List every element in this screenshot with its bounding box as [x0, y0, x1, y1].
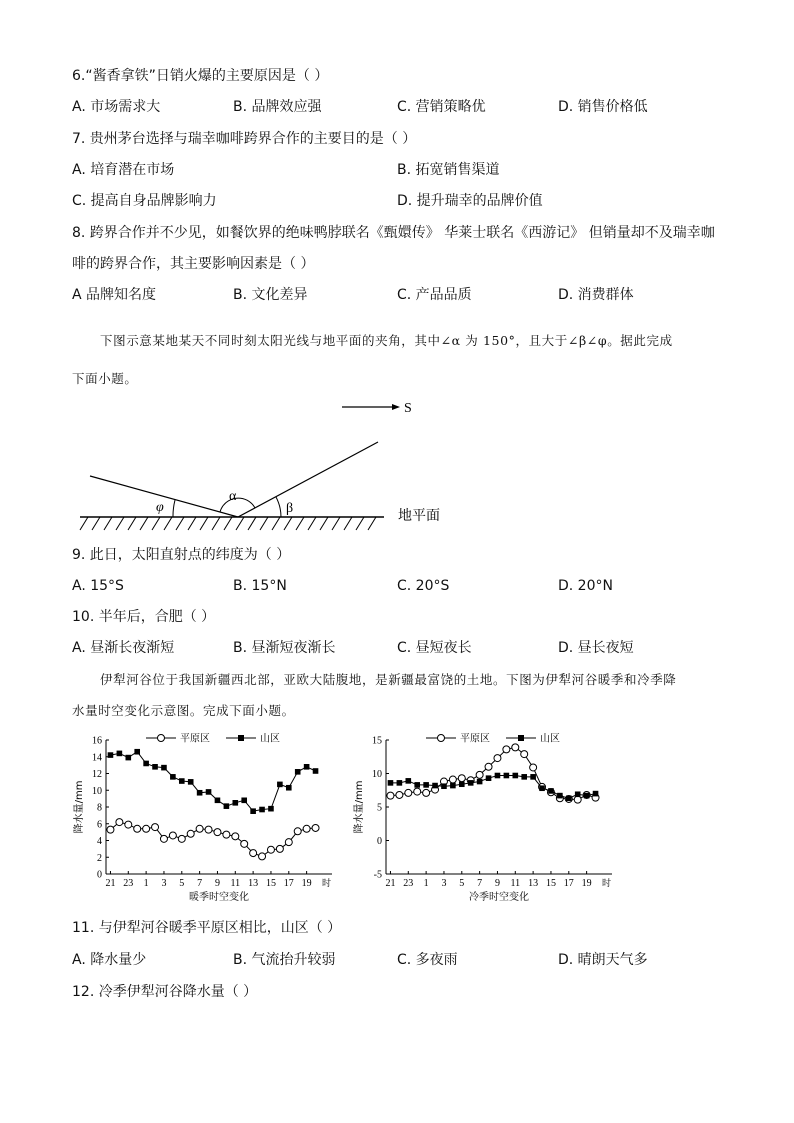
y-tick-label: 15 — [372, 735, 382, 747]
data-point-square — [170, 774, 176, 780]
legend-label: 山区 — [260, 733, 280, 745]
data-point-circle — [449, 776, 456, 783]
question-9-stem: 9. 此日，太阳直射点的纬度为（ ） — [72, 547, 291, 563]
y-tick-label: 2 — [97, 852, 102, 864]
data-point-circle — [160, 835, 167, 842]
series-line — [391, 747, 596, 799]
data-point-square — [584, 793, 590, 799]
data-point-circle — [178, 835, 185, 842]
legend-label: 平原区 — [180, 733, 210, 745]
data-point-circle — [521, 751, 528, 758]
y-tick-label: 16 — [92, 735, 102, 747]
data-point-circle — [414, 788, 421, 795]
data-point-square — [232, 800, 238, 806]
y-tick-label: 6 — [97, 819, 102, 831]
q9-option-d[interactable]: D. 20°N — [558, 578, 613, 594]
question-8-stem: 8. 跨界合作并不少见，如餐饮界的绝味鸭脖联名《甄嬛传》 华莱士联名《西游记》 但销量却不及瑞幸咖 — [72, 225, 715, 241]
data-point-square — [277, 782, 283, 788]
data-point-square — [259, 807, 265, 813]
q7-option-a[interactable]: A. 培育潜在市场 — [72, 162, 175, 178]
data-point-square — [197, 790, 203, 796]
data-point-square — [152, 764, 158, 770]
x-tick-label: 7 — [477, 878, 483, 889]
q11-option-a[interactable]: A. 降水量少 — [72, 952, 147, 968]
x-tick-label: 1 — [143, 878, 149, 889]
ground-hatching — [80, 517, 376, 530]
data-point-square — [432, 783, 438, 789]
q6-option-c[interactable]: C. 营销策略优 — [397, 99, 486, 115]
y-axis-title: 降水量/mm — [74, 780, 85, 834]
x-tick-label: 15 — [265, 878, 276, 889]
x-axis-title: 冷季时空变化 — [469, 892, 529, 903]
sun-angle-diagram — [70, 392, 470, 532]
alpha-angle-arc — [220, 498, 255, 512]
data-point-square — [161, 765, 167, 771]
data-point-square — [388, 780, 394, 786]
q11-option-b[interactable]: B. 气流抬升较弱 — [233, 952, 336, 968]
data-point-circle — [152, 824, 159, 831]
data-point-circle — [250, 850, 257, 857]
data-point-square — [241, 798, 247, 804]
y-tick-label: 14 — [92, 752, 102, 764]
data-point-square — [468, 780, 474, 786]
south-direction-label: S — [404, 401, 412, 416]
q7-option-b[interactable]: B. 拓宽销售渠道 — [397, 162, 500, 178]
x-tick-label: 3 — [441, 878, 447, 889]
data-point-square — [486, 775, 492, 781]
data-point-square — [495, 773, 501, 779]
data-point-circle — [423, 789, 430, 796]
x-tick-label: 时 — [602, 879, 612, 889]
x-tick-label: 时 — [322, 879, 332, 889]
x-tick-label: 23 — [123, 878, 134, 889]
data-point-square — [134, 749, 140, 755]
x-tick-label: 5 — [179, 878, 185, 889]
data-point-square — [539, 785, 545, 791]
q10-option-d[interactable]: D. 昼长夜短 — [558, 640, 634, 656]
x-tick-label: 19 — [301, 878, 312, 889]
legend-label: 山区 — [540, 733, 560, 745]
warm-season-precip-chart — [68, 728, 344, 904]
data-point-circle — [512, 744, 519, 751]
q6-option-a[interactable]: A. 市场需求大 — [72, 99, 161, 115]
data-point-circle — [494, 755, 501, 762]
legend-marker-circle — [158, 735, 165, 742]
x-tick-label: 13 — [528, 878, 539, 889]
south-arrow-head — [392, 404, 400, 410]
data-point-square — [125, 755, 131, 761]
data-point-square — [548, 788, 554, 794]
data-point-circle — [405, 789, 412, 796]
x-tick-label: 23 — [403, 878, 414, 889]
q9-option-c[interactable]: C. 20°S — [397, 578, 450, 594]
legend-label: 平原区 — [460, 733, 490, 745]
x-tick-label: 19 — [581, 878, 592, 889]
y-tick-label: 5 — [377, 802, 382, 814]
data-point-square — [459, 781, 465, 787]
legend-marker-square — [238, 735, 244, 741]
x-tick-label: 17 — [563, 878, 574, 889]
x-tick-label: 1 — [423, 878, 429, 889]
x-tick-label: 7 — [197, 878, 203, 889]
x-axis-title: 暖季时空变化 — [189, 892, 249, 903]
data-point-square — [477, 779, 483, 785]
data-point-circle — [530, 764, 537, 771]
data-point-square — [286, 785, 292, 791]
alpha-label: α — [229, 489, 237, 504]
y-tick-label: 10 — [92, 785, 102, 797]
data-point-circle — [205, 826, 212, 833]
data-point-circle — [187, 830, 194, 837]
data-point-circle — [169, 832, 176, 839]
data-point-circle — [134, 825, 141, 832]
question-7-stem: 7. 贵州茅台选择与瑞幸咖啡跨界合作的主要目的是（ ） — [72, 131, 417, 147]
question-10-stem: 10. 半年后，合肥（ ） — [72, 609, 216, 625]
data-point-square — [504, 773, 510, 779]
x-tick-label: 13 — [248, 878, 259, 889]
data-point-square — [108, 752, 114, 758]
x-tick-label: 17 — [283, 878, 294, 889]
q7-option-d[interactable]: D. 提升瑞幸的品牌价值 — [397, 193, 543, 209]
data-point-square — [206, 789, 212, 795]
q8-option-c[interactable]: C. 产品品质 — [397, 287, 472, 303]
data-point-square — [143, 761, 149, 767]
data-point-circle — [387, 792, 394, 799]
x-tick-label: 15 — [545, 878, 556, 889]
q11-option-c[interactable]: C. 多夜雨 — [397, 952, 458, 968]
x-tick-label: 11 — [510, 878, 521, 889]
data-point-square — [268, 806, 274, 812]
question-12-stem: 12. 冷季伊犁河谷降水量（ ） — [72, 984, 258, 1000]
data-point-circle — [116, 819, 123, 826]
data-point-circle — [107, 826, 114, 833]
data-point-square — [593, 791, 599, 797]
data-point-square — [512, 773, 518, 779]
q11-option-d[interactable]: D. 晴朗天气多 — [558, 952, 648, 968]
q6-option-b[interactable]: B. 品牌效应强 — [233, 99, 322, 115]
y-tick-label: 4 — [97, 836, 102, 847]
data-point-circle — [276, 845, 283, 852]
data-point-square — [530, 774, 536, 780]
data-point-circle — [574, 796, 581, 803]
q7-option-c[interactable]: C. 提高自身品牌影响力 — [72, 193, 217, 209]
data-point-square — [304, 764, 310, 770]
x-tick-label: 11 — [230, 878, 241, 889]
x-tick-label: 9 — [494, 878, 500, 889]
data-point-square — [521, 774, 527, 780]
data-point-circle — [476, 771, 483, 778]
data-point-square — [557, 793, 563, 799]
data-point-circle — [223, 831, 230, 838]
data-point-square — [117, 751, 123, 757]
data-point-circle — [259, 853, 266, 860]
data-point-circle — [125, 821, 132, 828]
intro-yili-line1: 伊犁河谷位于我国新疆西北部，亚欧大陆腹地，是新疆最富饶的土地。下图为伊犁河谷暖季和冷季降 — [100, 672, 677, 687]
legend-marker-square — [518, 735, 524, 741]
data-point-square — [414, 782, 420, 788]
data-point-circle — [214, 829, 221, 836]
data-point-circle — [285, 839, 292, 846]
q10-option-a[interactable]: A. 昼渐长夜渐短 — [72, 640, 175, 656]
data-point-circle — [312, 824, 319, 831]
data-point-circle — [303, 825, 310, 832]
data-point-circle — [241, 840, 248, 847]
sun-ray-left — [90, 476, 238, 517]
series-line — [111, 822, 316, 856]
series-line — [391, 776, 596, 799]
y-tick-label: 12 — [92, 769, 102, 780]
data-point-circle — [294, 828, 301, 835]
phi-label: φ — [156, 500, 164, 515]
question-11-stem: 11. 与伊犁河谷暖季平原区相比，山区（ ） — [72, 920, 342, 936]
data-point-circle — [485, 763, 492, 770]
q9-option-b[interactable]: B. 15°N — [233, 578, 287, 594]
data-point-circle — [458, 775, 465, 782]
legend-marker-circle — [438, 735, 445, 742]
data-point-square — [397, 780, 403, 786]
data-point-circle — [143, 825, 150, 832]
data-point-square — [179, 778, 185, 784]
beta-label: β — [286, 501, 294, 516]
intro-yili-line2: 水量时空变化示意图。完成下面小题。 — [72, 703, 295, 718]
data-point-square — [313, 768, 319, 774]
beta-angle-arc — [276, 497, 281, 517]
q8-option-b[interactable]: B. 文化差异 — [233, 287, 308, 303]
data-point-square — [295, 769, 301, 775]
data-point-circle — [396, 791, 403, 798]
y-tick-label: 0 — [97, 869, 102, 881]
x-tick-label: 3 — [161, 878, 167, 889]
ground-label: 地平面 — [398, 508, 440, 524]
data-point-square — [423, 782, 429, 788]
q10-option-b[interactable]: B. 昼渐短夜渐长 — [233, 640, 336, 656]
q10-option-c[interactable]: C. 昼短夜长 — [397, 640, 472, 656]
data-point-circle — [232, 833, 239, 840]
question-6-stem: 6.“酱香拿铁”日销火爆的主要原因是（ ） — [72, 68, 329, 84]
data-point-circle — [503, 746, 510, 753]
x-tick-label: 9 — [214, 878, 220, 889]
data-point-circle — [196, 825, 203, 832]
q6-option-d[interactable]: D. 销售价格低 — [558, 99, 648, 115]
x-tick-label: 5 — [459, 878, 465, 889]
intro-sun-angle-line2: 下面小题。 — [72, 371, 138, 386]
x-tick-label: 21 — [385, 878, 396, 889]
data-point-square — [215, 798, 221, 804]
data-point-square — [188, 779, 194, 785]
data-point-square — [566, 795, 572, 801]
y-tick-label: -5 — [373, 869, 382, 881]
intro-sun-angle-line1: 下图示意某地某天不同时刻太阳光线与地平面的夹角，其中∠α 为 150°，且大于∠β∠φ。据此完成 — [100, 333, 673, 348]
data-point-square — [250, 808, 256, 814]
q9-option-a[interactable]: A. 15°S — [72, 578, 124, 594]
series-line — [111, 752, 316, 812]
q8-option-a[interactable]: A 品牌知名度 — [72, 287, 157, 303]
phi-angle-arc — [173, 500, 175, 517]
y-tick-label: 8 — [97, 802, 102, 814]
data-point-square — [224, 803, 230, 809]
y-tick-label: 10 — [372, 769, 382, 780]
x-tick-label: 21 — [105, 878, 116, 889]
q8-option-d[interactable]: D. 消费群体 — [558, 287, 634, 303]
y-axis-title: 降水量/mm — [354, 780, 365, 834]
cold-season-precip-chart — [348, 728, 624, 904]
sun-ray-right — [238, 442, 378, 517]
question-8-stem-continued: 啡的跨界合作，其主要影响因素是（ ） — [72, 256, 315, 272]
data-point-square — [450, 783, 456, 789]
data-point-square — [405, 778, 411, 784]
data-point-square — [441, 783, 447, 789]
data-point-square — [575, 791, 581, 797]
data-point-circle — [267, 846, 274, 853]
y-tick-label: 0 — [377, 836, 382, 847]
